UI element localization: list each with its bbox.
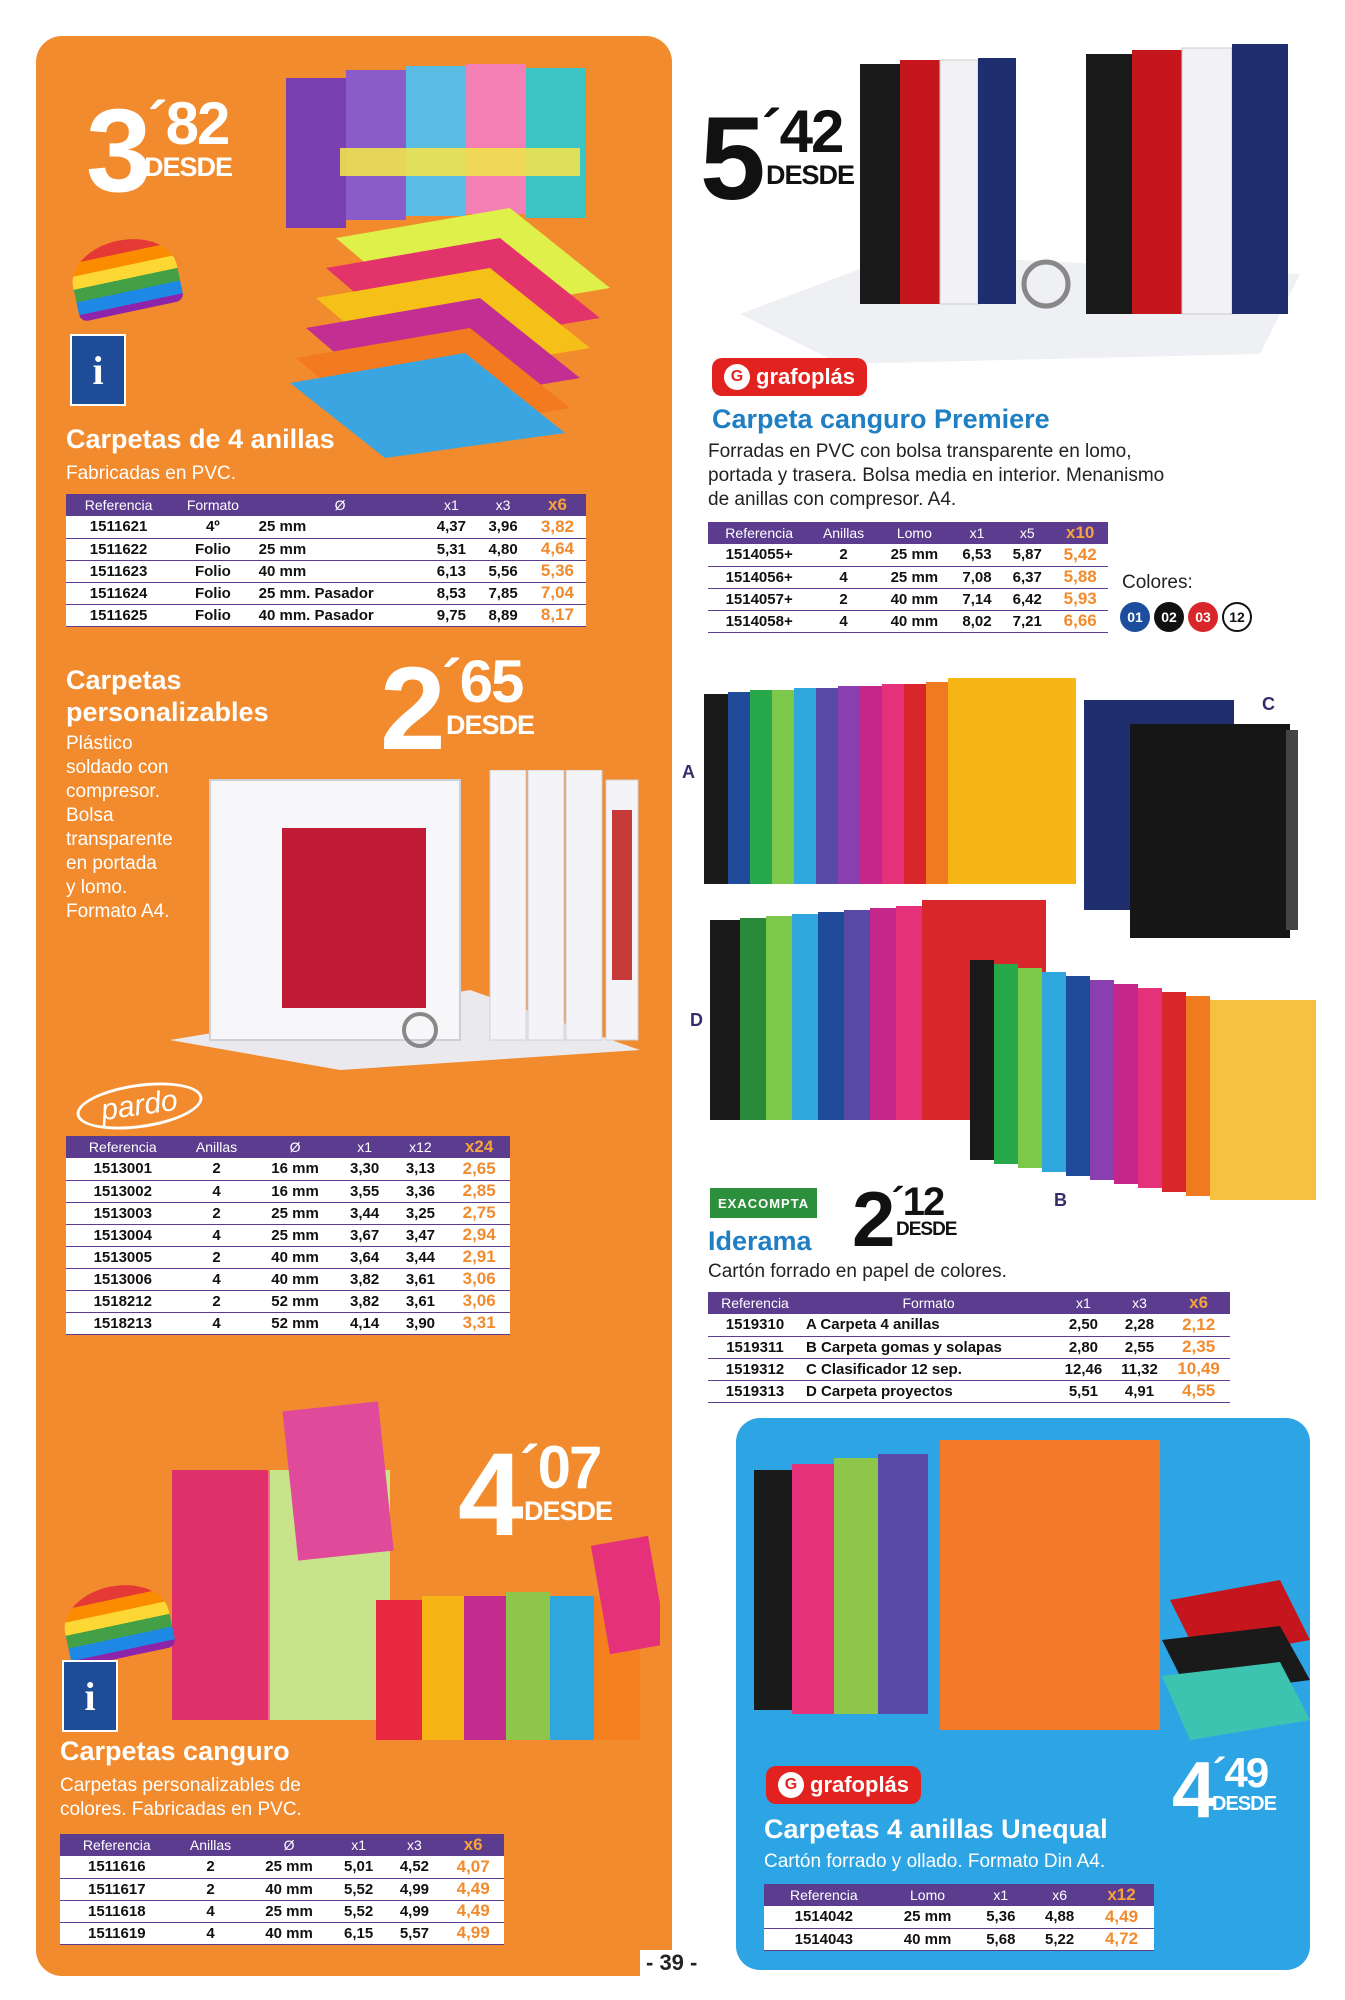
product-image-premiere-binders (740, 44, 1300, 364)
iberplus-logo: i (62, 1660, 118, 1732)
col-formato: Formato (171, 494, 255, 516)
product-title: Carpetas personalizables (66, 665, 269, 727)
product-image-iderama-a (704, 678, 1080, 888)
price-table-4-anillas (66, 494, 586, 627)
table-row: 1511618 4 25 mm 5,52 4,99 4,49 (60, 1900, 504, 1922)
table-row: 1513003 2 25 mm 3,44 3,25 2,75 (66, 1202, 510, 1224)
product-description: Carpetas personalizables de colores. Fabricadas en PVC. (60, 1775, 302, 1820)
price-table-iderama: Referencia Formato x1 x3 x6 1519310 A Carpeta 4 anillas 2,50 2,28 2,12 1519311 B Carpeta gomas y solapas 2,80 2,55 2,35 1519312 C Clasificador 12 sep. 12,46 11,32 10,49 1519313 D Carpeta proyectos 5,51 4,91 4,55 (708, 1292, 1230, 1403)
table-row: 1511617 2 40 mm 5,52 4,99 4,49 (60, 1878, 504, 1900)
table-row: 1511619 4 40 mm 6,15 5,57 4,99 (60, 1922, 504, 1944)
table-row: 1511625 Folio 40 mm. Pasador 9,75 8,89 8,17 (66, 604, 586, 626)
iberplus-logo: i (70, 334, 126, 406)
product-image-4-ring-binders (280, 58, 620, 458)
label-a: A (682, 762, 695, 782)
table-row: 1518213 4 52 mm 4,14 3,90 3,31 (66, 1312, 510, 1334)
product-subtitle: Fabricadas en PVC. (66, 463, 237, 484)
col-x3: x3 (477, 494, 529, 516)
product-description: Plástico soldado con compresor. Bolsa transparente en portada y lomo. Formato A4. (66, 733, 173, 922)
table-row: 1511616 2 25 mm 5,01 4,52 4,07 (60, 1856, 504, 1878)
pardo-logo: pardo (74, 1075, 206, 1136)
label-b: B (1054, 1190, 1067, 1210)
swatch-01: 01 (1120, 602, 1150, 632)
price-2-65: 2´65 DESDE (380, 643, 535, 775)
price-table-canguro: Referencia Anillas Ø x1 x3 x6 1511616 2 25 mm 5,01 4,52 4,07 1511617 2 40 mm 5,52 4,99 4,49 1511618 4 25 mm 5,52 4,99 4,49 1511619 4 40 mm 6,15 5,57 4,99 (60, 1834, 504, 1945)
price-4-49: 4´49 DESDE (1172, 1745, 1276, 1834)
product-title: Carpetas de 4 anillas (66, 424, 335, 454)
exacompta-logo: EXACOMPTA (710, 1188, 817, 1218)
table-row: 1511624 Folio 25 mm. Pasador 8,53 7,85 7,04 (66, 582, 586, 604)
desde-label: DESDE (144, 152, 233, 182)
table-row: 1519312 C Clasificador 12 sep. 12,46 11,32 10,49 (708, 1358, 1230, 1380)
product-image-personalizable-binders (170, 770, 640, 1070)
col-diametro: Ø (255, 494, 426, 516)
product-title: Carpeta canguro Premiere (712, 404, 1050, 434)
grafoplas-logo: G grafoplás (766, 1766, 921, 1804)
table-row: 1514056+ 4 25 mm 7,08 6,37 5,88 (708, 566, 1108, 588)
product-image-unequal-binders (750, 1440, 1310, 1760)
product-title: Carpetas canguro (60, 1736, 290, 1766)
price-table-personalizables: Referencia Anillas Ø x1 x12 x24 1513001 2 16 mm 3,30 3,13 2,65 1513002 4 16 mm 3,55 3,36 2,85 1513003 2 25 mm 3,44 3,25 2,75 1513004 4 25 mm 3,67 3,47 2,94 1513005 2 40 mm 3,64 3,44 2,91 1513006 4 40 mm 3,82 3,61 3,06 1518212 2 52 mm 3,82 3,61 3,06 1518213 4 52 mm 4,14 3,90 3,31 (66, 1136, 510, 1335)
col-x6: x6 (529, 494, 586, 516)
page-number: - 39 - (640, 1950, 703, 1976)
col-x1: x1 (426, 494, 478, 516)
product-subtitle: Cartón forrado y ollado. Formato Din A4. (764, 1851, 1106, 1872)
colors-label: Colores: (1122, 572, 1193, 593)
table-row: 1511621 4º 25 mm 4,37 3,96 3,82 (66, 516, 586, 538)
product-title: Carpetas 4 anillas Unequal (764, 1814, 1108, 1844)
price-table-premiere: Referencia Anillas Lomo x1 x5 x10 1514055+ 2 25 mm 6,53 5,87 5,42 1514056+ 4 25 mm 7,08 6,37 5,88 1514057+ 2 40 mm 7,14 6,42 5,93 1514058+ 4 40 mm 8,02 7,21 6,66 (708, 522, 1108, 633)
col-referencia: Referencia (66, 494, 171, 516)
swatch-12: 12 (1222, 602, 1252, 632)
price-integer: 3 (86, 85, 148, 217)
price-3-82 (86, 85, 246, 217)
table-row: 1514058+ 4 40 mm 8,02 7,21 6,66 (708, 610, 1108, 632)
swatch-02: 02 (1154, 602, 1184, 632)
label-c: C (1262, 694, 1275, 714)
price-2-12: 2´12 DESDE (852, 1175, 957, 1263)
table-row: 1511622 Folio 25 mm 5,31 4,80 4,64 (66, 538, 586, 560)
color-swatches (1120, 602, 1256, 632)
grafoplas-logo: G grafoplás (712, 358, 867, 396)
table-row: 1514042 25 mm 5,36 4,88 4,49 (764, 1906, 1154, 1928)
table-row: 1513006 4 40 mm 3,82 3,61 3,06 (66, 1268, 510, 1290)
label-d: D (690, 1010, 703, 1030)
table-row: 1513005 2 40 mm 3,64 3,44 2,91 (66, 1246, 510, 1268)
product-title: Iderama (708, 1226, 812, 1256)
product-subtitle: Cartón forrado en papel de colores. (708, 1261, 1007, 1282)
swatch-03: 03 (1188, 602, 1218, 632)
product-image-iderama-c (1084, 700, 1304, 940)
table-row: 1519313 D Carpeta proyectos 5,51 4,91 4,55 (708, 1380, 1230, 1402)
price-5-42: 5´42 DESDE (700, 93, 855, 225)
table-row: 1514043 40 mm 5,68 5,22 4,72 (764, 1928, 1154, 1950)
product-description: Forradas en PVC con bolsa transparente en lomo, portada y trasera. Bolsa media en interior. Menanismo de anillas con compresor. A4. (708, 441, 1165, 510)
table-row: 1513004 4 25 mm 3,67 3,47 2,94 (66, 1224, 510, 1246)
table-row: 1519310 A Carpeta 4 anillas 2,50 2,28 2,12 (708, 1314, 1230, 1336)
product-image-iderama-b (970, 960, 1320, 1210)
price-table-unequal: Referencia Lomo x1 x6 x12 1514042 25 mm 5,36 4,88 4,49 1514043 40 mm 5,68 5,22 4,72 (764, 1884, 1154, 1951)
table-row: 1511623 Folio 40 mm 6,13 5,56 5,36 (66, 560, 586, 582)
table-row: 1514055+ 2 25 mm 6,53 5,87 5,42 (708, 544, 1108, 566)
price-4-07: 4´07 DESDE (458, 1429, 613, 1561)
table-row: 1513001 2 16 mm 3,30 3,13 2,65 (66, 1158, 510, 1180)
table-row: 1518212 2 52 mm 3,82 3,61 3,06 (66, 1290, 510, 1312)
table-row: 1513002 4 16 mm 3,55 3,36 2,85 (66, 1180, 510, 1202)
price-decimal: ´82 (147, 90, 229, 157)
table-row: 1519311 B Carpeta gomas y solapas 2,80 2,55 2,35 (708, 1336, 1230, 1358)
table-row: 1514057+ 2 40 mm 7,14 6,42 5,93 (708, 588, 1108, 610)
